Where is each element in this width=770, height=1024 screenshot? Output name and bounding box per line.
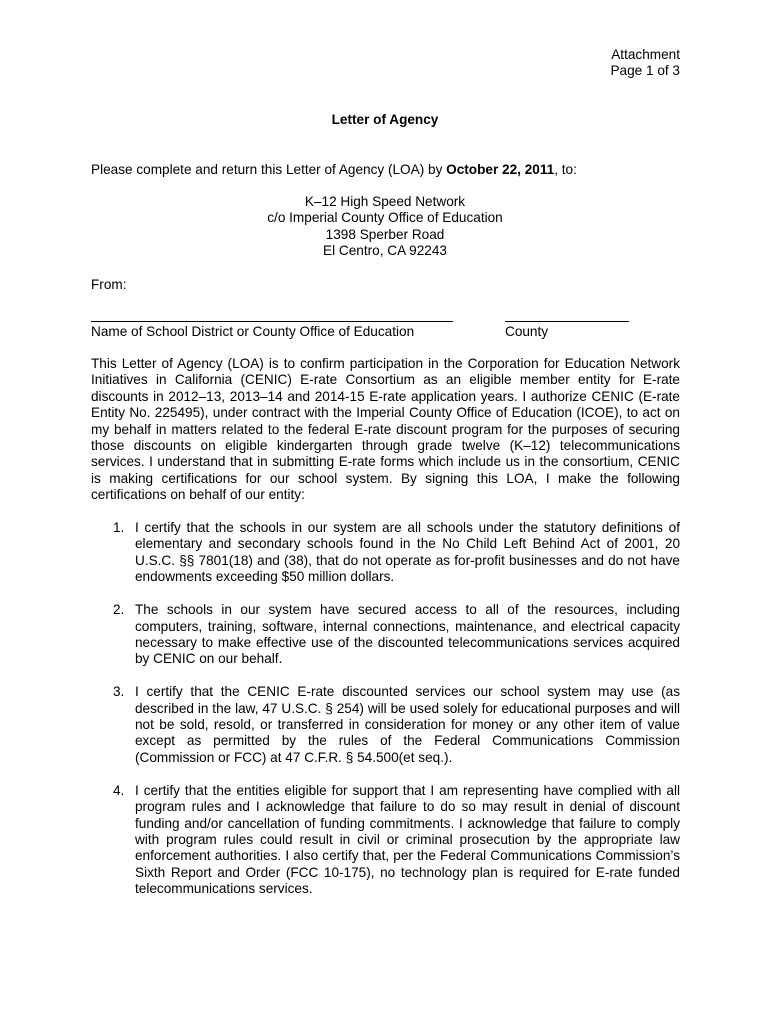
page-header (610, 47, 680, 79)
certification-number: 1. (113, 520, 125, 535)
address-line: El Centro, CA 92243 (323, 242, 447, 258)
from-label: From: (91, 277, 127, 292)
document-title: Letter of Agency (331, 112, 439, 127)
county-field[interactable] (505, 321, 629, 322)
intro-text: Please complete and return this Letter of Agency (LOA) by (91, 162, 447, 177)
page-number: Page 1 of 3 (610, 63, 680, 78)
address-line: K–12 High Speed Network (304, 194, 466, 209)
certification-text: I certify that the CENIC E-rate discounted services our school system may use (as described in the law, 47 U.S.C. § 254) will be used solely for educational purposes and will not be sold, resold, or transferred in consideration for money or any other item of value except as permitted by the rules of the Federal Communications Commission (Commission or FCC) at 47 C.F.R. § 54.500(et seq.). (135, 684, 680, 765)
district-name-field[interactable] (91, 321, 453, 322)
certification-text: I certify that the entities eligible for support that I am representing have complied with all program rules and I acknowledge that failure to do so may result in denial of discount funding and/or cancellation of funding commitments. I acknowledge that failure to comply with program rules could result in civil or criminal prosecution by the appropriate law enforcement authorities. I also certify that, per the Federal Communications Commission’s Sixth Report and Order (FCC 10-175), no technology plan is required for E-rate funded telecommunications services. (135, 782, 680, 897)
intro-text-end: , to: (554, 162, 577, 177)
certification-text: I certify that the schools in our system are all schools under the statutory definitions of elementary and secondary schools found in the No Child Left Behind Act of 2001, 20 U.S.C. §§ 7801(18) and (38), that do not operate as for-profit businesses and do not have endowments exceeding $50 million dollars. (135, 520, 680, 585)
county-label: County (505, 324, 549, 339)
intro-sentence (91, 162, 577, 178)
certification-item (91, 602, 680, 668)
loa-body-paragraph: This Letter of Agency (LOA) is to confirm participation in the Corporation for Education Network Initiatives in California (CENIC) E-rate Consortium as an eligible member entity for E-rate discounts in 2012–13, 2013–14 and 2014-15 E-rate application years. I authorize CENIC (E-rate Entity No. 225495), under contract with the Imperial County Office of Education (ICOE), to act on my behalf in matters related to the federal E-rate discount program for the purposes of securing those discounts on eligible kindergarten through grade twelve (K–12) telecommunications services. I understand that in submitting E-rate forms which include us in the consortium, CENIC is making certifications for our school system. By signing this LOA, I make the following certifications on behalf of our entity: (91, 356, 680, 503)
certification-number: 2. (113, 602, 125, 618)
address-line: 1398 Sperber Road (325, 226, 445, 242)
mailing-address (0, 194, 770, 259)
district-name-label: Name of School District or County Office of Education (91, 324, 415, 339)
deadline-date: October 22, 2011 (446, 162, 555, 177)
certification-list (91, 520, 680, 914)
certification-number: 3. (113, 684, 125, 700)
certification-item (91, 684, 680, 766)
certification-item (91, 783, 680, 898)
certification-text: The schools in our system have secured access to all of the resources, including computers, training, software, internal connections, maintenance, and electrical capacity necessary to make effective use of the discounted telecommunications services acquired by CENIC on our behalf. (135, 602, 680, 667)
certification-item (91, 520, 680, 586)
attachment-label: Attachment (611, 47, 680, 62)
certification-number: 4. (113, 782, 125, 798)
address-line: c/o Imperial County Office of Education (267, 210, 503, 226)
